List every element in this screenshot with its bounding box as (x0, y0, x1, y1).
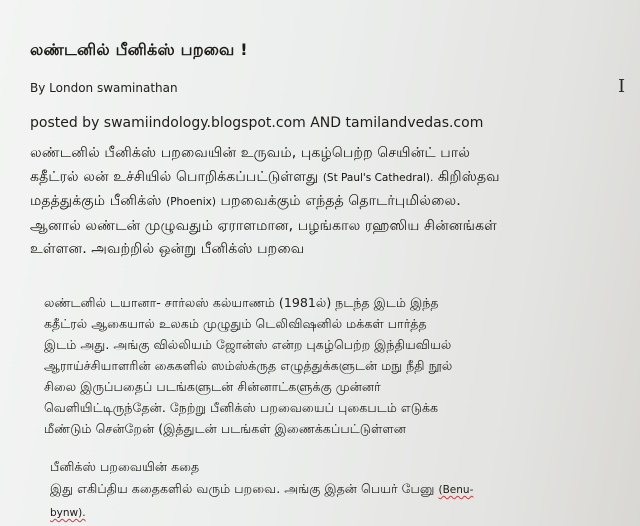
text-cursor-icon: I (618, 76, 626, 97)
paragraph-line: லண்டனில் பீனிக்ஸ் பறவையின் உருவம், புகழ்பெற்ற செயின்ட் பால் (30, 145, 471, 161)
paragraph-cathedral (44, 292, 630, 439)
paragraph-line (50, 501, 630, 524)
paragraph-text: கதீட்ரல் லன் உச்சியில் பொறிக்கப்பட்டுள்ளது (30, 168, 323, 185)
paragraph-line: ஆனால் லண்டன் முழுவதும் ஏராளமான, பழங்கால ரஹஸிய சின்னங்கள் (30, 217, 497, 234)
paragraph-line: ஆராய்ச்சியாளரின் கைகளில் ஸம்ஸ்க்ருத எழுத்துக்களுடன் மநு நீதி நூல் (44, 358, 453, 373)
paragraph-line: இடம் அது. அங்கு வில்லியம் ஜோன்ஸ் என்ற புகழ்பெற்ற இந்தியவியல் (44, 337, 452, 352)
paragraph-line: வெளியிட்டிருந்தேன். நேற்று பீனிக்ஸ் பறவையைப் புகைபடம் எடுக்க (44, 400, 439, 415)
paragraph-line (30, 190, 630, 215)
paragraph-text: இது எகிப்திய கதைகளில் வரும் பறவை. அங்கு இதன் பெயர் பேனு (50, 481, 439, 496)
paragraph-line: சிலை இருப்பதைப் படங்களுடன் சின்னாட்களுக்கு முன்னர் (44, 379, 381, 394)
paragraph-text: பறவைக்கும் எந்தத் தொடர்புமில்லை. (215, 193, 461, 210)
posted-by-line: posted by swamiindology.blogspot.com AND tamilandvedas.com (30, 115, 484, 131)
article-title: லண்டனில் பீனிக்ஸ் பறவை ! (30, 40, 248, 59)
section-heading: பீனிக்ஸ் பறவையின் கதை (50, 459, 200, 474)
paragraph-line: உள்ளன. அவற்றில் ஒன்று பீனிக்ஸ் பறவை (30, 241, 305, 258)
paragraph-line (30, 166, 630, 191)
paragraph-line: மீண்டும் சென்றேன் (இத்துடன் படங்கள் இணைக்கப்பட்டுள்ளன (44, 421, 406, 436)
paragraph-line (50, 478, 630, 501)
paragraph-text: (Phoenix) (166, 196, 216, 209)
paragraph-text: (St Paul's Cathedral). (322, 171, 434, 184)
spellcheck-word: bynw). (50, 507, 86, 519)
paragraph-line: லண்டனில் டயானா- சார்லஸ் கல்யாணம் (1981ல்) நடந்த இடம் இந்த (44, 295, 439, 310)
paragraph-text: கிறிஸ்தவ (433, 168, 500, 185)
spellcheck-word: (Benu- (438, 484, 474, 496)
paragraph-text: மதத்துக்கும் பீனிக்ஸ் (30, 193, 167, 210)
paragraph-line: கதீட்ரல் ஆகையால் உலகம் முழுதும் டெலிவிஷனில் மக்கள் பார்த்த (44, 316, 427, 331)
paragraph-story (50, 478, 630, 524)
article-byline: By London swaminathan (30, 81, 178, 95)
paragraph-intro (30, 142, 630, 262)
